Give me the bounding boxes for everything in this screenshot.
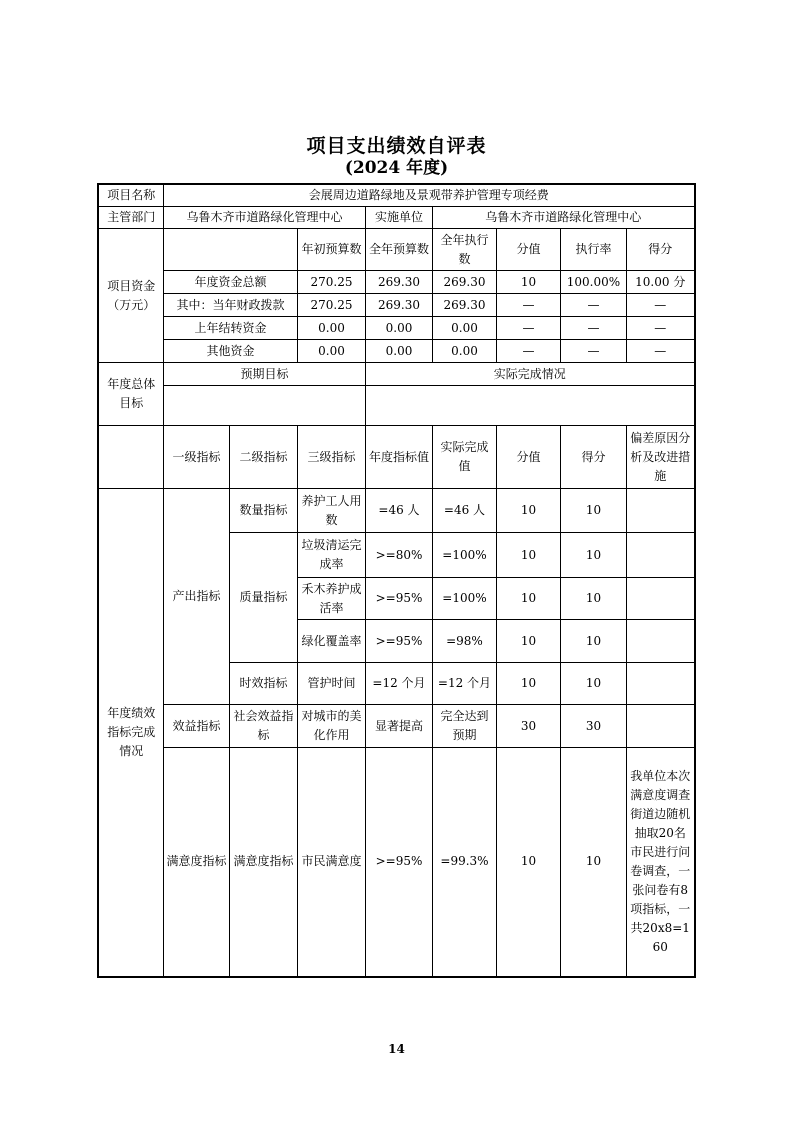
funds-row-label: 年度资金总额 [163, 271, 297, 294]
funds-value: 269.30 [432, 294, 496, 317]
funds-row-total [98, 271, 694, 294]
goal-section-label: 年度总体目标 [98, 363, 163, 426]
self-evaluation-table [97, 183, 695, 978]
document-subtitle: (2024 年度) [344, 158, 449, 178]
indicators-col-header: 得分 [560, 426, 626, 489]
indicator-l3: 市民满意度 [297, 748, 365, 977]
funds-value: — [626, 340, 694, 363]
indicator-actual: =98% [432, 620, 496, 663]
indicators-header-row [98, 426, 694, 489]
indicator-l2: 满意度指标 [229, 748, 297, 977]
funds-value: — [626, 294, 694, 317]
indicator-actual: 完全达到预期 [432, 705, 496, 748]
funds-header-row [98, 229, 694, 271]
indicator-l3: 养护工人用数 [297, 489, 365, 533]
funds-row-label: 上年结转资金 [163, 317, 297, 340]
funds-row-label: 其中：当年财政拨款 [163, 294, 297, 317]
indicator-points: 10 [496, 620, 560, 663]
goal-expected-value [163, 386, 365, 426]
goal-value-row [98, 386, 694, 426]
indicator-target: >=95% [365, 748, 432, 977]
indicator-actual: =100% [432, 533, 496, 578]
indicators-col-header: 年度指标值 [365, 426, 432, 489]
funds-value: — [496, 340, 560, 363]
funds-section-label: 项目资金（万元） [98, 229, 163, 363]
indicator-remark [626, 663, 694, 705]
funds-value: 10 [496, 271, 560, 294]
indicator-remark [626, 489, 694, 533]
goal-expected-header: 预期目标 [163, 363, 365, 386]
funds-col-header: 执行率 [560, 229, 626, 271]
indicator-actual: =46 人 [432, 489, 496, 533]
indicator-score: 10 [560, 620, 626, 663]
indicators-col-header: 分值 [496, 426, 560, 489]
indicator-points: 10 [496, 578, 560, 620]
funds-value: 270.25 [297, 271, 365, 294]
goal-actual-value [365, 386, 694, 426]
indicator-l3: 管护时间 [297, 663, 365, 705]
funds-value: 0.00 [365, 340, 432, 363]
indicators-col-header: 偏差原因分析及改进措施 [626, 426, 694, 489]
indicator-l2: 社会效益指标 [229, 705, 297, 748]
funds-col-header: 年初预算数 [297, 229, 365, 271]
funds-col-header: 分值 [496, 229, 560, 271]
indicator-actual: =100% [432, 578, 496, 620]
funds-row-other [98, 340, 694, 363]
funds-value: — [560, 294, 626, 317]
funds-value: 0.00 [432, 317, 496, 340]
project-name-label: 项目名称 [98, 184, 163, 207]
department-row [98, 207, 694, 229]
funds-row-label: 其他资金 [163, 340, 297, 363]
funds-value: 270.25 [297, 294, 365, 317]
indicators-col-header: 三级指标 [297, 426, 365, 489]
indicator-row [98, 705, 694, 748]
funds-value: — [560, 317, 626, 340]
indicator-l2: 数量指标 [229, 489, 297, 533]
indicators-corner-cell [98, 426, 163, 489]
indicator-l2: 时效指标 [229, 663, 297, 705]
indicator-remark [626, 620, 694, 663]
funds-value: 269.30 [432, 271, 496, 294]
impl-label: 实施单位 [365, 207, 432, 229]
indicator-score: 10 [560, 489, 626, 533]
funds-col-header: 得分 [626, 229, 694, 271]
funds-value: 0.00 [297, 340, 365, 363]
funds-col-header: 全年执行数 [432, 229, 496, 271]
indicator-l3: 垃圾清运完成率 [297, 533, 365, 578]
funds-value: 269.30 [365, 271, 432, 294]
funds-value: 0.00 [297, 317, 365, 340]
indicator-l1: 满意度指标 [163, 748, 229, 977]
indicator-l3: 绿化覆盖率 [297, 620, 365, 663]
funds-row-fiscal [98, 294, 694, 317]
goal-actual-header: 实际完成情况 [365, 363, 694, 386]
indicator-remark: 我单位本次满意度调查街道边随机抽取20名市民进行问卷调查，一张问卷有8项指标，一共20x8=160 [626, 748, 694, 977]
indicator-target: >=95% [365, 578, 432, 620]
funds-value: 0.00 [432, 340, 496, 363]
dept-value: 乌鲁木齐市道路绿化管理中心 [163, 207, 365, 229]
indicator-score: 10 [560, 533, 626, 578]
indicator-points: 10 [496, 663, 560, 705]
indicator-l3: 禾木养护成活率 [297, 578, 365, 620]
indicator-points: 10 [496, 489, 560, 533]
indicator-actual: =12 个月 [432, 663, 496, 705]
page-number: 14 [388, 1042, 405, 1056]
indicator-remark [626, 578, 694, 620]
goal-header-row [98, 363, 694, 386]
indicator-row [98, 748, 694, 977]
indicator-target: >=80% [365, 533, 432, 578]
indicators-col-header: 实际完成值 [432, 426, 496, 489]
indicator-remark [626, 533, 694, 578]
project-name-value: 会展周边道路绿地及景观带养护管理专项经费 [163, 184, 694, 207]
funds-value: 269.30 [365, 294, 432, 317]
indicators-col-header: 二级指标 [229, 426, 297, 489]
indicator-l1: 效益指标 [163, 705, 229, 748]
indicator-points: 10 [496, 533, 560, 578]
indicator-target: 显著提高 [365, 705, 432, 748]
indicator-l3: 对城市的美化作用 [297, 705, 365, 748]
funds-value: 100.00% [560, 271, 626, 294]
funds-value: 10.00 分 [626, 271, 694, 294]
indicator-target: >=95% [365, 620, 432, 663]
funds-value: — [560, 340, 626, 363]
indicator-score: 10 [560, 578, 626, 620]
indicator-l2: 质量指标 [229, 533, 297, 663]
document-title: 项目支出绩效自评表 [306, 135, 487, 157]
indicator-target: =12 个月 [365, 663, 432, 705]
indicator-actual: =99.3% [432, 748, 496, 977]
funds-value: — [496, 294, 560, 317]
indicator-target: =46 人 [365, 489, 432, 533]
indicator-score: 10 [560, 748, 626, 977]
funds-value: 0.00 [365, 317, 432, 340]
funds-row-carryover [98, 317, 694, 340]
funds-header-spacer [163, 229, 297, 271]
indicator-score: 30 [560, 705, 626, 748]
indicators-col-header: 一级指标 [163, 426, 229, 489]
indicators-section-label: 年度绩效指标完成情况 [98, 489, 163, 977]
indicator-score: 10 [560, 663, 626, 705]
indicator-l1: 产出指标 [163, 489, 229, 705]
project-name-row [98, 184, 694, 207]
indicator-points: 30 [496, 705, 560, 748]
indicator-remark [626, 705, 694, 748]
indicator-row [98, 489, 694, 533]
funds-col-header: 全年预算数 [365, 229, 432, 271]
funds-value: — [626, 317, 694, 340]
funds-value: — [496, 317, 560, 340]
indicator-points: 10 [496, 748, 560, 977]
dept-label: 主管部门 [98, 207, 163, 229]
impl-value: 乌鲁木齐市道路绿化管理中心 [432, 207, 694, 229]
